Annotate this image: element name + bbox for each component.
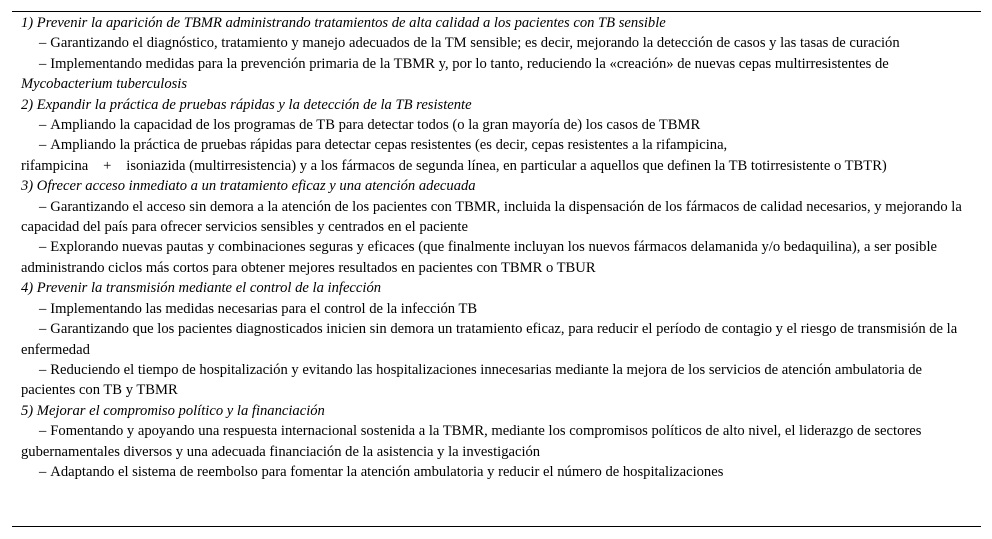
list-item: – Ampliando la capacidad de los programas de TB para detectar todos (o la gran mayoría de) los casos de TBMR bbox=[39, 117, 701, 134]
list-item-continuation: rifampicina + isoniazida (multirresistencia) y a los fármacos de segunda línea, en particular a aquellos que definen la TB totirresistente o TBTR) bbox=[21, 157, 887, 174]
list-item: – Garantizando que los pacientes diagnosticados inicien sin demora un tratamiento eficaz, para reducir el período de contagio y el riesgo de transmisión de la enfermedad bbox=[21, 321, 958, 358]
list-item: – Garantizando el diagnóstico, tratamiento y manejo adecuados de la TM sensible; es decir, mejorando la detección de casos y las tasas de curación bbox=[39, 35, 900, 52]
section-heading-2: 2) Expandir la práctica de pruebas rápidas y la detección de la TB resistente bbox=[21, 96, 472, 113]
section-heading-1: 1) Prevenir la aparición de TBMR administrando tratamientos de alta calidad a los pacientes con TB sensible bbox=[21, 15, 666, 31]
list-item: – Adaptando el sistema de reembolso para fomentar la atención ambulatoria y reducir el número de hospitalizaciones bbox=[39, 463, 724, 480]
list-item: – Implementando medidas para la prevención primaria de la TBMR y, por lo tanto, reduciendo la «creación» de nuevas cepas multirresistentes de Mycobacterium tuberculosis bbox=[21, 55, 889, 93]
list-item: – Reduciendo el tiempo de hospitalización y evitando las hospitalizaciones innecesarias mediante la mejora de los servicios de atención ambulatoria de pacientes con TB y TBMR bbox=[21, 361, 922, 399]
list-item: – Implementando las medidas necesarias para el control de la infección TB bbox=[39, 300, 478, 317]
list-item: – Garantizando el acceso sin demora a la atención de los pacientes con TBMR, incluida la dispensación de los fármacos de calidad necesarios, y mejorando la capacidad del país para ofrecer servicios sensibles y centrados en el paciente bbox=[21, 198, 962, 236]
section-heading-4: 4) Prevenir la transmisión mediante el control de la infección bbox=[21, 280, 382, 297]
strategy-table bbox=[21, 13, 976, 482]
section-heading-5: 5) Mejorar el compromiso político y la financiación bbox=[21, 402, 325, 419]
list-item: – Fomentando y apoyando una respuesta internacional sostenida a la TBMR, mediante los compromisos políticos de alto nivel, el liderazgo de sectores gubernamentales diversos y una adecuada financiación de la asistencia y la investigación bbox=[21, 423, 922, 460]
list-item: – Explorando nuevas pautas y combinaciones seguras y eficaces (que finalmente incluyan los nuevos fármacos delamanida y/o bedaquilina), a ser posible administrando ciclos más cortos para obtener mejores resultados en pacientes con TBMR o TBUR bbox=[21, 239, 937, 276]
section-heading-3: 3) Ofrecer acceso inmediato a un tratamiento eficaz y una atención adecuada bbox=[21, 178, 476, 195]
list-item: – Ampliando la práctica de pruebas rápidas para detectar cepas resistentes (es decir, cepas resistentes a la rifampicina, bbox=[39, 137, 728, 154]
